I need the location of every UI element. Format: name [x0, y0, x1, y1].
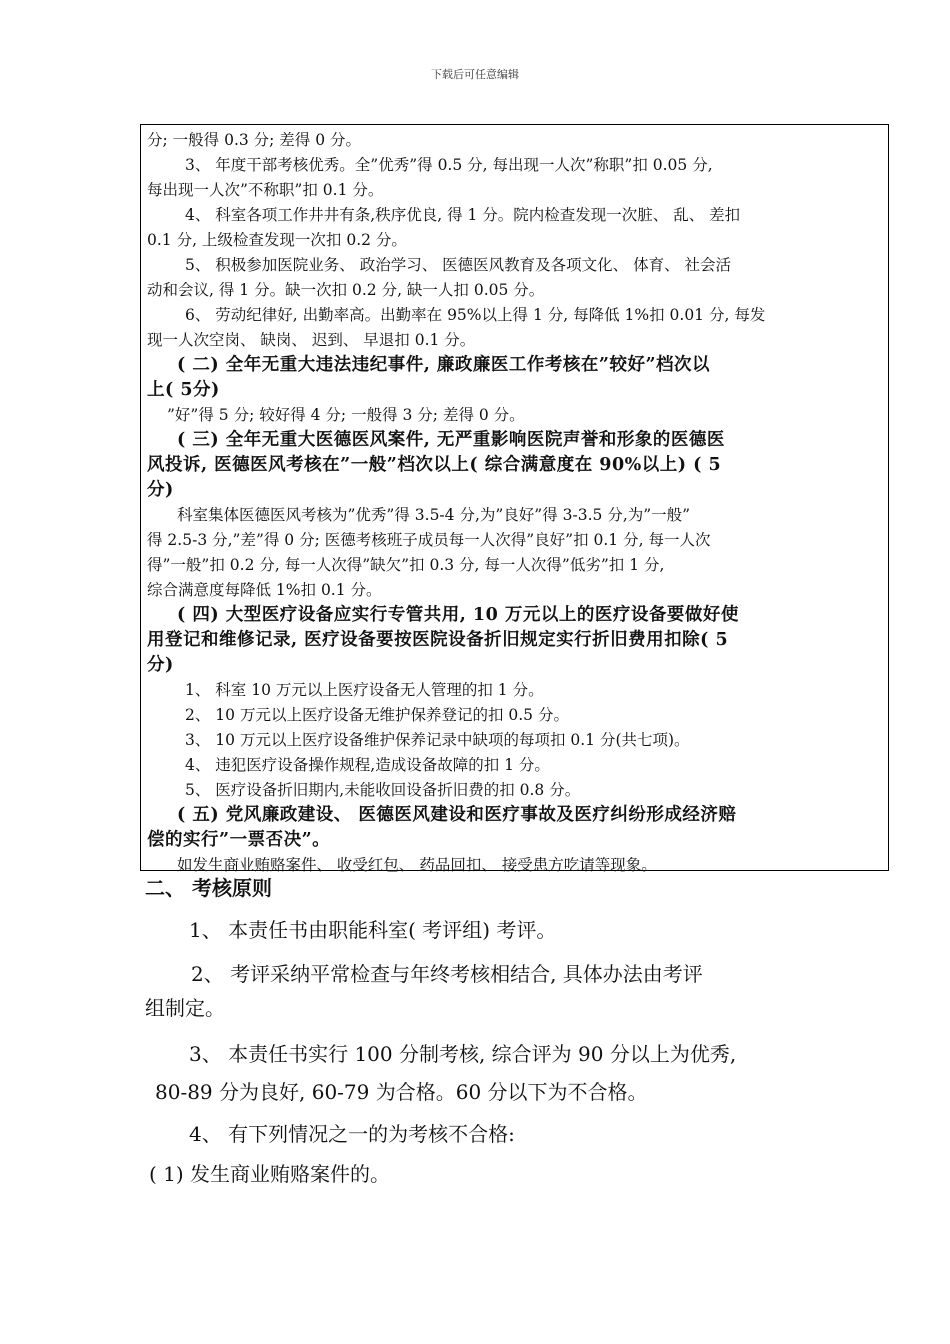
criteria-text-line: 如发生商业贿赂案件、 收受红包、 药品回扣、 接受患方吃请等现象。 — [177, 856, 657, 874]
criteria-text-line: 1、 科室 10 万元以上医疗设备无人管理的扣 1 分。 — [185, 681, 544, 699]
criteria-text-line: 动和会议, 得 1 分。缺一次扣 0.2 分, 缺一人扣 0.05 分。 — [147, 281, 545, 299]
criteria-text-line: 每出现一人次”不称职”扣 0.1 分。 — [147, 181, 384, 199]
paragraph-5: ( 1) 发生商业贿赂案件的。 — [149, 1162, 391, 1186]
paragraph-4: 4、 有下列情况之一的为考核不合格: — [189, 1122, 515, 1146]
criteria-heading-line: ( 五) 党风廉政建设、 医德医风建设和医疗事故及医疗纠纷形成经济赔 — [177, 805, 737, 825]
criteria-text-line: 得 2.5-3 分,”差”得 0 分; 医德考核班子成员每一人次得”良好”扣 0.1 分, 每一人次 — [147, 531, 711, 549]
paragraph-2: 2、 考评采纳平常检查与年终考核相结合, 具体办法由考评 — [191, 962, 703, 986]
criteria-heading-line: 分) — [147, 480, 174, 500]
paragraph-1: 1、 本责任书由职能科室( 考评组) 考评。 — [189, 918, 557, 942]
criteria-text-line: 3、 10 万元以上医疗设备维护保养记录中缺项的每项扣 0.1 分(共七项)。 — [185, 731, 690, 749]
criteria-heading-line: 上( 5分) — [147, 380, 220, 400]
criteria-text-line: 科室集体医德医风考核为”优秀”得 3.5-4 分,为”良好”得 3-3.5 分,为”一般” — [177, 506, 691, 524]
page-header: 下载后可任意编辑 — [431, 68, 519, 81]
criteria-heading-line: 用登记和维修记录, 医疗设备要按医院设备折旧规定实行折旧费用扣除( 5 — [147, 630, 729, 650]
criteria-heading-line: 分) — [147, 655, 174, 675]
criteria-text-line: 2、 10 万元以上医疗设备无维护保养登记的扣 0.5 分。 — [185, 706, 569, 724]
criteria-text-line: ”好”得 5 分; 较好得 4 分; 一般得 3 分; 差得 0 分。 — [167, 406, 525, 424]
criteria-heading-line: 风投诉, 医德医风考核在”一般”档次以上( 综合满意度在 90%以上) ( 5 — [147, 455, 722, 475]
criteria-text-line: 4、 科室各项工作井井有条,秩序优良, 得 1 分。院内检查发现一次脏、 乱、 差扣 — [185, 206, 741, 224]
criteria-text-line: 0.1 分, 上级检查发现一次扣 0.2 分。 — [147, 231, 407, 249]
criteria-text-line: 5、 医疗设备折旧期内,未能收回设备折旧费的扣 0.8 分。 — [185, 781, 581, 799]
criteria-text-line: 4、 违犯医疗设备操作规程,造成设备故障的扣 1 分。 — [185, 756, 550, 774]
criteria-table-cell — [140, 124, 889, 874]
paragraph-3-cont: 80-89 分为良好, 60-79 为合格。60 分以下为不合格。 — [155, 1080, 648, 1104]
criteria-text-line: 得”一般”扣 0.2 分, 每一人次得”缺欠”扣 0.3 分, 每一人次得”低劣”扣 1 分, — [147, 556, 665, 574]
criteria-text-line: 现一人次空岗、 缺岗、 迟到、 早退扣 0.1 分。 — [147, 331, 476, 349]
criteria-heading-line: ( 四) 大型医疗设备应实行专管共用, 10 万元以上的医疗设备要做好使 — [177, 605, 739, 625]
paragraph-3: 3、 本责任书实行 100 分制考核, 综合评为 90 分以上为优秀, — [189, 1042, 737, 1066]
criteria-text-line: 5、 积极参加医院业务、 政治学习、 医德医风教育及各项文化、 体育、 社会活 — [185, 256, 731, 274]
criteria-heading-line: 偿的实行”一票否决”。 — [147, 830, 331, 850]
criteria-text-line: 6、 劳动纪律好, 出勤率高。出勤率在 95%以上得 1 分, 每降低 1%扣 0.01 分, 每发 — [185, 306, 766, 324]
criteria-text-line: 3、 年度干部考核优秀。全”优秀”得 0.5 分, 每出现一人次”称职”扣 0.05 分, — [185, 156, 713, 174]
section-title: 二、 考核原则 — [145, 876, 272, 900]
paragraph-2-cont: 组制定。 — [145, 996, 225, 1020]
criteria-text-line: 综合满意度每降低 1%扣 0.1 分。 — [147, 581, 382, 599]
criteria-text-line: 分; 一般得 0.3 分; 差得 0 分。 — [147, 131, 362, 149]
criteria-heading-line: ( 三) 全年无重大医德医风案件, 无严重影响医院声誉和形象的医德医 — [177, 430, 725, 450]
criteria-heading-line: ( 二) 全年无重大违法违纪事件, 廉政廉医工作考核在”较好”档次以 — [177, 355, 711, 375]
